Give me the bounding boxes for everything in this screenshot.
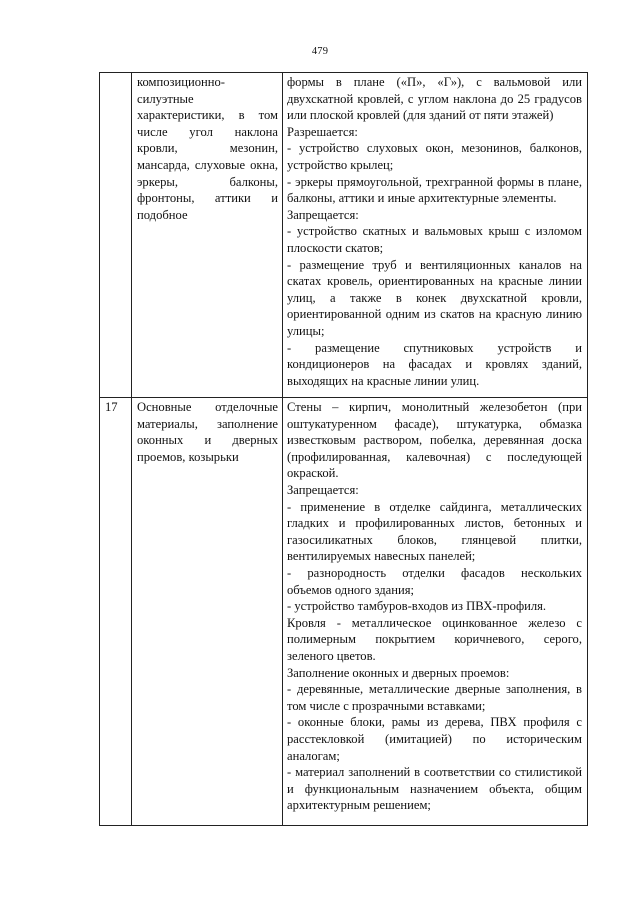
name-cell-line: эркеры, балконы, [137,174,278,189]
description-cell-line: формы в плане («П», «Г»), с вальмовой или [287,75,582,89]
name-cell-line: оконных и дверных [137,433,278,448]
description-cell-line: вентилируемых навесных панелей; [287,549,476,564]
row-number: 17 [105,400,118,414]
description-cell-line: Кровля - металлическое оцинкованное железо с [287,615,582,630]
column-divider-number [131,72,132,825]
description-cell-line: Запрещается: [287,207,359,222]
description-cell-line: - деревянные, металлические дверные заполнения, в [287,682,582,697]
description-cell-line: скатах кровель, ориентированных на красные линии [287,274,582,289]
description-cell-line: архитектурным решением; [287,798,431,813]
name-cell-line: подобное [137,207,188,222]
description-cell-line: газосиликатных блоков, глянцевой плитки, [287,532,582,547]
table-border-left [99,72,100,825]
description-cell-line: - применение в отделке сайдинга, металлических [287,499,582,514]
description-cell-line: том числе с прозрачными вставками; [287,698,486,713]
description-cell-line: - разнородность отделки фасадов нескольких [287,566,582,580]
description-cell-line: выходящих на красные линии улиц. [287,373,480,388]
description-cell-line: Заполнение оконных и дверных проемов: [287,665,510,680]
description-cell-line: - устройство скатных и вальмовых крыш с изломом [287,224,582,239]
table-border-right [587,72,588,825]
description-cell-line: гладких и профилированных листов, бетонных и [287,516,582,531]
description-cell-line: Запрещается: [287,483,359,497]
description-cell-line: - устройство слуховых окон, мезонинов, балконов, [287,141,582,156]
description-cell-line: расстекловкой (имитацией) по историческим [287,732,582,746]
description-cell-line: плоскости скатов; [287,241,384,255]
description-cell-line: аналогам; [287,748,340,763]
name-cell-line: числе угол наклона [137,124,278,139]
description-cell-line: Разрешается: [287,124,358,139]
row-divider [99,397,588,398]
description-cell-line: окраской. [287,466,339,481]
name-cell-line: фронтоны, аттики и [137,191,278,206]
description-cell-line: устройство крылец; [287,158,394,172]
description-cell-line: (профилированная, калевочная) с последующей [287,449,582,464]
name-cell-line: проемов, козырьки [137,449,239,464]
table-border-top [99,72,588,73]
description-cell-line: ориентированной одним из скатов на красную линию [287,307,582,322]
description-cell-line: - устройство тамбуров-входов из ПВХ-профиля. [287,599,547,614]
description-cell-line: кондиционеров на фасадах и кровлях зданий, [287,357,582,372]
description-cell-line: и функциональным назначением объекта, общим [287,781,582,796]
description-cell-line: - размещение труб и вентиляционных каналов на [287,257,582,272]
name-cell-line: силуэтные [137,91,194,106]
name-cell-line: кровли, мезонин, [137,141,278,156]
name-cell-line: мансарда, слуховые окна, [137,158,278,172]
description-cell-line: двухскатной кровлей, с углом наклона до 25 градусов [287,91,582,106]
description-cell-line: улиц, а также в конек двухскатной кровли, [287,290,582,305]
name-cell-line: характеристики, в том [137,108,278,123]
column-divider-name [282,72,283,825]
description-cell-line: улицы; [287,324,325,338]
table-border-bottom [99,825,588,826]
page-number: 479 [311,46,329,57]
description-cell-line: балконы, аттики и иные архитектурные элементы. [287,191,557,206]
description-cell-line: - материал заполнений в соответствии со стилистикой [287,765,582,780]
description-cell-line: Стены – кирпич, монолитный железобетон (при [287,400,582,414]
description-cell-line: зеленого цветов. [287,649,376,663]
description-cell-line: - размещение спутниковых устройств и [287,340,582,355]
description-cell-line: оштукатуренном фасаде), штукатурка, обмазка [287,416,582,431]
name-cell-line: материалы, заполнение [137,416,278,431]
description-cell-line: - оконные блоки, рамы из дерева, ПВХ профиля с [287,715,582,730]
description-cell-line: или плоской кровлей (для зданий от пяти этажей) [287,108,554,123]
name-cell-line: композиционно- [137,75,226,89]
description-cell-line: полимерным покрытием коричневого, серого, [287,632,582,647]
description-cell-line: объемов одного здания; [287,582,415,597]
description-cell-line: - эркеры прямоугольной, трехгранной формы в плане, [287,174,582,189]
description-cell-line: известковым раствором, побелка, деревянная доска [287,433,582,448]
name-cell-line: Основные отделочные [137,400,278,414]
